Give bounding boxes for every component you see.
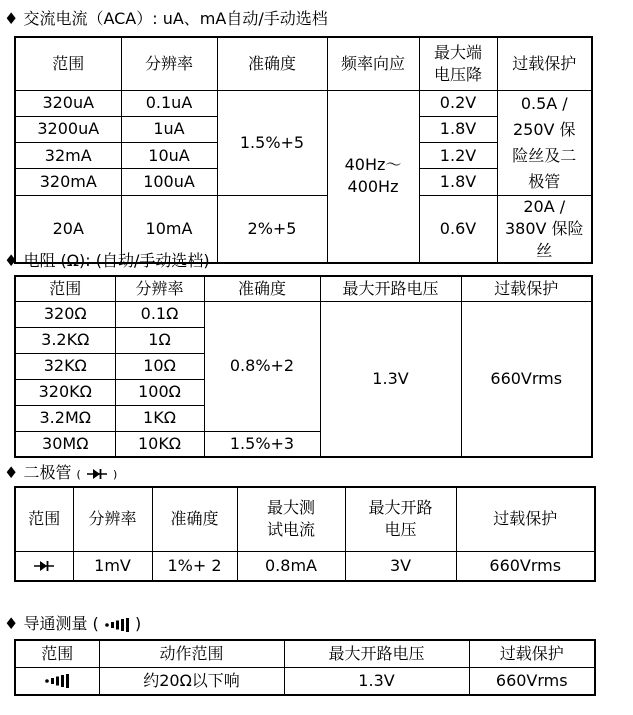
aca-accuracy-2: 2%+5 (217, 195, 327, 263)
aca-protect-2: 20A / 380V 保险丝 (497, 195, 592, 263)
aca-header-range: 范围 (15, 37, 121, 90)
res-range: 320Ω (15, 301, 115, 327)
res-resolution: 100Ω (115, 379, 204, 405)
aca-accuracy-1: 1.5%+5 (217, 90, 327, 195)
res-header-range: 范围 (15, 276, 115, 301)
aca-resolution: 10mA (121, 195, 217, 263)
diode-table (14, 486, 596, 582)
aca-resolution: 100uA (121, 169, 217, 195)
diode-section-title: ♦ 二极管 ( ) (4, 463, 118, 482)
res-accuracy-1: 0.8%+2 (204, 301, 320, 431)
res-range: 320KΩ (15, 379, 115, 405)
res-section-title (4, 251, 210, 271)
res-header-protect: 过载保护 (461, 276, 592, 301)
aca-range: 3200uA (15, 116, 121, 142)
aca-resolution: 1uA (121, 116, 217, 142)
cont-header-protect: 过载保护 (469, 640, 595, 667)
diode-current: 0.8mA (237, 551, 345, 581)
bullet-icon: ♦ (4, 9, 19, 28)
res-header-resolution: 分辨率 (115, 276, 204, 301)
res-range: 3.2MΩ (15, 405, 115, 431)
diode-protect: 660Vrms (456, 551, 595, 581)
diode-title-text: 二极管 (23, 463, 72, 482)
cont-header-range: 范围 (15, 640, 99, 667)
aca-section-title (4, 9, 328, 29)
res-range: 3.2KΩ (15, 327, 115, 353)
aca-vdrop: 1.8V (419, 169, 497, 195)
aca-title-text: 交流电流（ACA）: uA、mA自动/手动选档 (23, 9, 328, 28)
aca-header-freq: 频率向应 (327, 37, 419, 90)
bullet-icon: ♦ (4, 614, 19, 633)
aca-freq: 40Hz～400Hz (327, 90, 419, 263)
diode-voltage: 3V (345, 551, 456, 581)
res-resolution: 1Ω (115, 327, 204, 353)
aca-vdrop: 0.6V (419, 195, 497, 263)
diode-accuracy: 1%+ 2 (152, 551, 237, 581)
aca-header-protect: 过载保护 (497, 37, 592, 90)
diode-range-cell (15, 551, 73, 581)
aca-table (14, 36, 593, 264)
diode-header-protect: 过载保护 (456, 487, 595, 551)
diode-header-range: 范围 (15, 487, 73, 551)
cont-range-cell (15, 667, 99, 695)
res-title-text: 电阻 (Ω): (自动/手动选档) (23, 251, 210, 270)
cont-header-voltage: 最大开路电压 (284, 640, 469, 667)
diode-header-voltage: 最大开路电压 (345, 487, 456, 551)
cont-table (14, 639, 596, 696)
aca-range: 320uA (15, 90, 121, 116)
diode-header-current: 最大测试电流 (237, 487, 345, 551)
buzzer-icon (44, 674, 70, 688)
res-range: 32KΩ (15, 353, 115, 379)
cont-voltage: 1.3V (284, 667, 469, 695)
aca-resolution: 0.1uA (121, 90, 217, 116)
aca-header-resolution: 分辨率 (121, 37, 217, 90)
aca-header-vdrop: 最大端电压降 (419, 37, 497, 90)
diode-header-resolution: 分辨率 (73, 487, 152, 551)
aca-vdrop: 1.8V (419, 116, 497, 142)
res-header-accuracy: 准确度 (204, 276, 320, 301)
aca-vdrop: 0.2V (419, 90, 497, 116)
aca-range: 20A (15, 195, 121, 263)
aca-resolution: 10uA (121, 143, 217, 169)
diode-resolution: 1mV (73, 551, 152, 581)
diode-header-accuracy: 准确度 (152, 487, 237, 551)
cont-section-title: ♦ 导通测量 ( ) (4, 614, 142, 633)
diode-icon (86, 468, 108, 480)
res-resolution: 10Ω (115, 353, 204, 379)
res-accuracy-2: 1.5%+3 (204, 431, 320, 457)
aca-range: 32mA (15, 143, 121, 169)
diode-icon (33, 560, 55, 572)
res-protect: 660Vrms (461, 301, 592, 457)
res-voltage: 1.3V (320, 301, 461, 457)
cont-action: 约20Ω以下响 (99, 667, 284, 695)
res-resolution: 10KΩ (115, 431, 204, 457)
aca-protect-1: 0.5A / 250V 保险丝及二极管 (497, 90, 592, 195)
aca-header-accuracy: 准确度 (217, 37, 327, 90)
buzzer-icon (104, 618, 130, 632)
bullet-icon: ♦ (4, 251, 19, 270)
bullet-icon: ♦ (4, 463, 19, 482)
res-resolution: 0.1Ω (115, 301, 204, 327)
aca-range: 320mA (15, 169, 121, 195)
res-range: 30MΩ (15, 431, 115, 457)
aca-vdrop: 1.2V (419, 143, 497, 169)
res-table (14, 275, 593, 458)
res-resolution: 1KΩ (115, 405, 204, 431)
cont-title-text: 导通测量 (23, 614, 88, 633)
res-header-voltage: 最大开路电压 (320, 276, 461, 301)
cont-protect: 660Vrms (469, 667, 595, 695)
cont-header-action: 动作范围 (99, 640, 284, 667)
